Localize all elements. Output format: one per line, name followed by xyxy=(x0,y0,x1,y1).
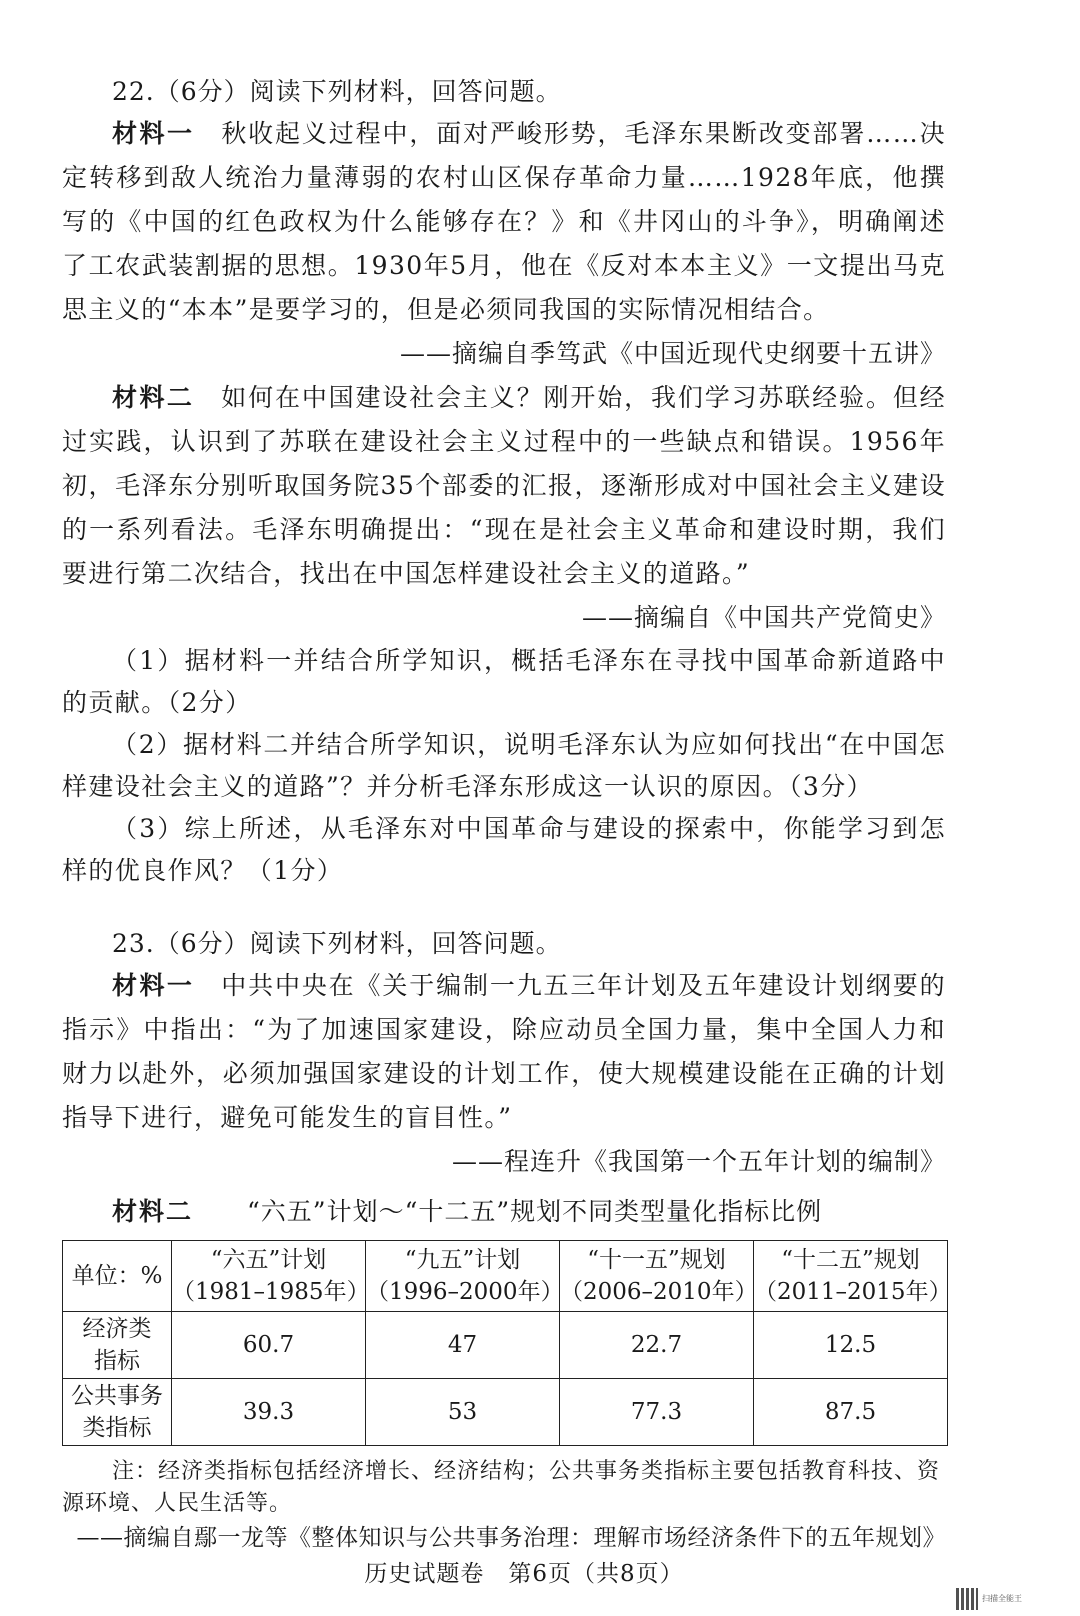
table-unit-cell: 单位：% xyxy=(63,1241,172,1312)
column-years: （2011–2015年） xyxy=(754,1279,952,1305)
table-cell: 53 xyxy=(366,1379,560,1446)
table-row xyxy=(63,1379,948,1446)
indicator-table xyxy=(62,1240,952,1446)
table-caption: “六五”计划～“十二五”规划不同类型量化指标比例 xyxy=(247,1197,823,1226)
q22-subquestion-2: （2）据材料二并结合所学知识，说明毛泽东认为应如何找出“在中国怎样建设社会主义的道路”？并分析毛泽东形成这一认识的原因。（3分） xyxy=(62,730,946,801)
table-header-cell xyxy=(366,1241,564,1312)
q23-material-2-label: 材料二 xyxy=(112,1197,194,1226)
column-name: “十二五”规划 xyxy=(781,1247,920,1273)
q22-material-1-text: 秋收起义过程中，面对严峻形势，毛泽东果断改变部署……决定转移到敌人统治力量薄弱的农村山区保存革命力量……1928年底，他撰写的《中国的红色政权为什么能够存在？》和《井冈山的斗争》，明确阐述了工农武装割据的思想。1930年5月，他在《反对本本主义》一文提出马克思主义的“本本”是要学习的，但是必须同我国的实际情况相结合。 xyxy=(62,119,946,324)
table-header-row xyxy=(63,1241,948,1312)
row-label-cell xyxy=(63,1379,172,1446)
q23-material-1-source: ——程连升《我国第一个五年计划的编制》 xyxy=(451,1147,946,1176)
column-years: （1996–2000年） xyxy=(366,1279,564,1305)
table-cell: 60.7 xyxy=(172,1312,366,1379)
q23-title: 23.（6分）阅读下列材料，回答问题。 xyxy=(112,929,562,958)
q23-material-1-text: 中共中央在《关于编制一九五三年计划及五年建设计划纲要的指示》中指出：“为了加速国家建设，除应动员全国力量，集中全国人力和财力以赴外，必须加强国家建设的计划工作，使大规模建设能在正确的计划指导下进行，避免可能发生的盲目性。” xyxy=(62,971,946,1132)
scanner-watermark xyxy=(956,1588,1022,1610)
table-cell: 12.5 xyxy=(754,1312,948,1379)
table-note: 注：经济类指标包括经济增长、经济结构；公共事务类指标主要包括教育科技、资源环境、人民生活等。 xyxy=(62,1459,941,1516)
row-label: 类指标 xyxy=(82,1415,152,1441)
table-row xyxy=(63,1312,948,1379)
q22-material-2-text: 如何在中国建设社会主义？刚开始，我们学习苏联经验。但经过实践，认识到了苏联在建设社会主义过程中的一些缺点和错误。1956年初，毛泽东分别听取国务院35个部委的汇报，逐渐形成对中国社会主义建设的一系列看法。毛泽东明确提出：“现在是社会主义革命和建设时期，我们要进行第二次结合，找出在中国怎样建设社会主义的道路。” xyxy=(62,383,946,588)
q23-table-title xyxy=(112,1190,946,1234)
q22-material-1 xyxy=(62,112,946,332)
q23-material-1 xyxy=(62,964,946,1140)
table-header-cell xyxy=(754,1241,952,1312)
row-label-cell xyxy=(63,1312,172,1379)
column-name: “九五”计划 xyxy=(404,1247,521,1273)
row-label: 指标 xyxy=(94,1348,140,1374)
table-header-cell xyxy=(560,1241,758,1312)
q22-material-2-label: 材料二 xyxy=(112,383,195,412)
column-name: “十一五”规划 xyxy=(587,1247,726,1273)
table-header-cell xyxy=(172,1241,370,1312)
table-cell: 87.5 xyxy=(754,1379,948,1446)
exam-page xyxy=(62,72,952,1592)
column-years: （2006–2010年） xyxy=(560,1279,758,1305)
q22-material-2 xyxy=(62,376,946,596)
row-label: 经济类 xyxy=(82,1316,152,1342)
table-cell: 77.3 xyxy=(560,1379,754,1446)
column-years: （1981–1985年） xyxy=(172,1279,370,1305)
watermark-text: 扫描全能王 xyxy=(982,1594,1022,1603)
q22-subquestion-3: （3）综上所述，从毛泽东对中国革命与建设的探索中，你能学习到怎样的优良作风？（1分） xyxy=(62,814,946,885)
q22-material-1-source: ——摘编自季笃武《中国近现代史纲要十五讲》 xyxy=(399,339,946,368)
table-note-source: ——摘编自鄢一龙等《整体知识与公共事务治理：理解市场经济条件下的五年规划》 xyxy=(76,1525,946,1551)
q22-material-2-source: ——摘编自《中国共产党简史》 xyxy=(581,603,946,632)
table-cell: 47 xyxy=(366,1312,560,1379)
table-cell: 39.3 xyxy=(172,1379,366,1446)
page-footer: 历史试题卷 第6页（共8页） xyxy=(364,1561,684,1587)
row-label: 公共事务 xyxy=(71,1383,163,1409)
qr-code-icon xyxy=(956,1588,978,1610)
q22-material-1-label: 材料一 xyxy=(112,119,195,148)
column-name: “六五”计划 xyxy=(210,1247,327,1273)
q22-subquestion-1: （1）据材料一并结合所学知识，概括毛泽东在寻找中国革命新道路中的贡献。（2分） xyxy=(62,646,946,717)
q23-material-1-label: 材料一 xyxy=(112,971,195,1000)
table-cell: 22.7 xyxy=(560,1312,754,1379)
q22-title: 22.（6分）阅读下列材料，回答问题。 xyxy=(112,77,562,106)
